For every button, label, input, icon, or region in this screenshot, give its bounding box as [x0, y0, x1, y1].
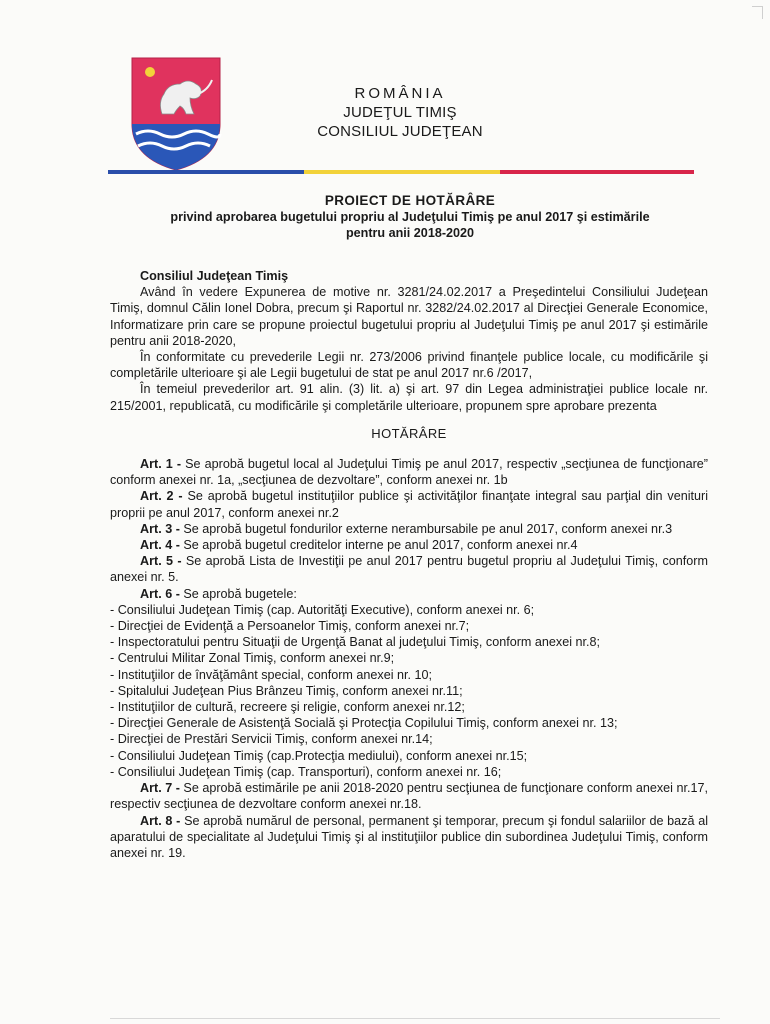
list-item: - Centrului Militar Zonal Timiş, conform anexei nr.9; — [110, 651, 395, 666]
article-8 — [110, 813, 708, 862]
document-body — [110, 268, 708, 861]
rule-yellow-segment — [304, 170, 500, 174]
title-subtitle-line1: privind aprobarea bugetului propriu al Judeţului Timiş pe anul 2017 şi estimările — [170, 210, 650, 224]
article-text: Se aprobă bugetul fondurilor externe nerambursabile pe anul 2017, conform anexei nr.3 — [179, 521, 673, 536]
page-bottom-edge — [110, 1018, 720, 1019]
scan-corner-mark — [752, 6, 763, 19]
article-text: Se aprobă bugetele: — [179, 586, 297, 601]
timis-coat-of-arms-icon — [128, 54, 224, 172]
article-label: Art. 6 - — [140, 586, 180, 601]
article-6 — [110, 586, 708, 602]
article-label: Art. 5 - — [140, 554, 182, 569]
document-title — [110, 192, 710, 241]
title-subtitle-line2: pentru anii 2018-2020 — [345, 226, 475, 240]
list-item: - Direcţiei de Prestări Servicii Timiş, conform anexei nr.14; — [110, 732, 433, 747]
article-text: Se aprobă Lista de Investiţii pe anul 2017 pentru bugetul propriu al Judeţului Timiş, conform anexei nr. 5. — [110, 554, 708, 585]
article-text: Se aprobă bugetul creditelor interne pe anul 2017, conform anexei nr.4 — [179, 538, 578, 553]
article-label: Art. 7 - — [140, 781, 180, 796]
list-item: - Direcţiei de Evidenţă a Persoanelor Timiş, conform anexei nr.7; — [110, 619, 470, 634]
article-label: Art. 4 - — [140, 538, 180, 553]
article-4 — [110, 537, 708, 553]
article-label: Art. 8 - — [140, 813, 181, 828]
preamble-paragraph-1: Având în vedere Expunerea de motive nr. 3281/24.02.2017 a Preşedintelui Consiliului Judeţean Timiş, domnul Călin Ionel Dobra, precum şi Raportul nr. 3282/24.02.2017 al Direcţiei Generale Economice, Informatizare prin care se propune proiectul bugetului propriu al Judeţului Timiş pe anul 2017 şi estimările pentru anii 2018-2020, — [110, 285, 708, 348]
list-item: - Instituţiilor de învăţământ special, conform anexei nr. 10; — [110, 667, 433, 682]
list-item: - Instituţiilor de cultură, recreere şi religie, conform anexei nr.12; — [110, 700, 465, 715]
article-5 — [110, 553, 708, 585]
article-1 — [110, 456, 708, 488]
article-text: Se aprobă estimările pe anii 2018-2020 pentru secţiunea de funcţionare conform anexei nr.17, respectiv secţiunea de dezvoltare conform anexei nr.18. — [110, 781, 708, 812]
section-heading: HOTĂRÂRE — [371, 425, 447, 441]
list-item: - Consiliului Judeţean Timiş (cap.Protecţia mediului), conform anexei nr.15; — [110, 748, 528, 763]
list-item: - Consiliului Judeţean Timiş (cap. Autorităţi Executive), conform anexei nr. 6; — [110, 602, 535, 617]
article-2 — [110, 488, 708, 520]
preamble-paragraph-3: În temeiul prevederilor art. 91 alin. (3) lit. a) şi art. 97 din Legea administraţiei publice locale nr. 215/2001, republicată, cu modificările şi completările ulterioare, propunem spre aprobare prezenta — [110, 382, 708, 413]
budgets-list — [110, 602, 708, 780]
list-item: - Inspectoratului pentru Situaţii de Urgenţă Banat al judeţului Timiş, conform anexei nr.8; — [110, 635, 601, 650]
article-label: Art. 1 - — [140, 457, 182, 472]
council-name: CONSILIUL JUDEŢEAN — [317, 123, 483, 140]
list-item: - Consiliului Judeţean Timiş (cap. Transporturi), conform anexei nr. 16; — [110, 764, 502, 779]
preamble-paragraph-2: În conformitate cu prevederile Legii nr. 273/2006 privind finanţele publice locale, cu modificările şi completările ulterioare şi ale Legii bugetului de stat pe anul 2017 nr.6 /2017, — [110, 350, 708, 381]
title-main: PROIECT DE HOTĂRÂRE — [324, 193, 496, 208]
article-label: Art. 3 - — [140, 521, 180, 536]
issuer-heading — [280, 84, 520, 141]
article-3 — [110, 521, 708, 537]
list-item: - Direcţiei Generale de Asistenţă Socială şi Protecţia Copilului Timiş, conform anexei nr. 13; — [110, 716, 618, 731]
article-text: Se aprobă bugetul instituţiilor publice şi activităţilor finanţate integral sau parţial din venituri proprii pe anul 2017, conform anexei nr.2 — [110, 489, 708, 520]
article-7 — [110, 780, 708, 812]
rule-red-segment — [500, 170, 694, 174]
list-item: - Spitalului Judeţean Pius Brânzeu Timiş, conform anexei nr.11; — [110, 683, 463, 698]
tricolor-rule — [108, 170, 694, 176]
article-text: Se aprobă bugetul local al Judeţului Timiş pe anul 2017, respectiv „secţiunea de funcţionare” conform anexei nr. 1a, „secţiunea de dezvoltare”, conform anexei nr. 1b — [110, 457, 708, 488]
article-text: Se aprobă numărul de personal, permanent şi temporar, precum şi fondul salariilor de bază al aparatului de specialitate al Judeţului Timiş şi al instituţiilor publice din subordinea Judeţului Timiş, conform anexei nr. 19. — [110, 813, 709, 860]
council-name-bold: Consiliul Judeţean Timiş — [140, 269, 289, 283]
county-name: JUDEŢUL TIMIŞ — [343, 104, 457, 121]
country-name: ROMÂNIA — [354, 85, 446, 102]
rule-blue-segment — [108, 170, 304, 174]
article-label: Art. 2 - — [140, 489, 183, 504]
